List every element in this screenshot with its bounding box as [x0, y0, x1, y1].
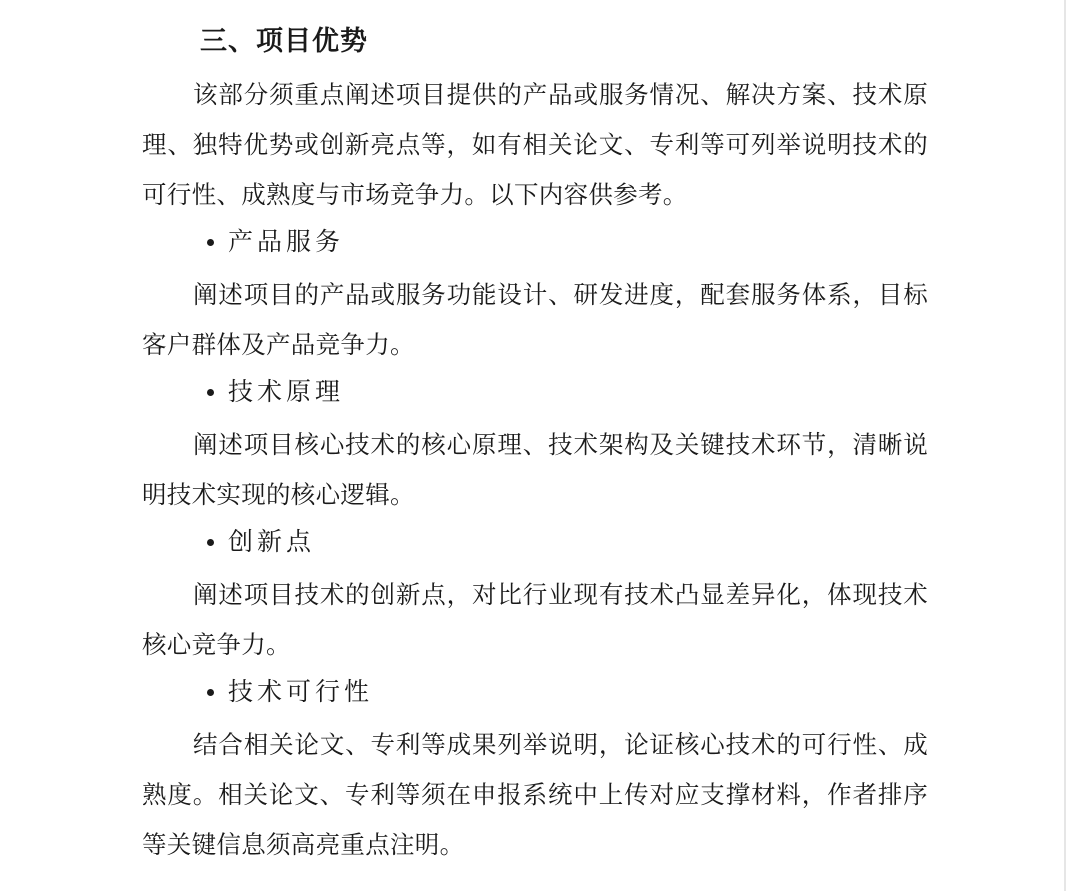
bullet-icon: [207, 389, 214, 396]
subsection-heading-product-service: [207, 220, 344, 264]
subsection-paragraph-product-service: 阐述项目的产品或服务功能设计、研发进度，配套服务体系，目标客户群体及产品竞争力。: [142, 280, 928, 359]
subsection-paragraph-feasibility: 结合相关论文、专利等成果列举说明，论证核心技术的可行性、成熟度。相关论文、专利等须在申报系统中上传对应支撑材料，作者排序等关键信息须高亮重点注明。: [142, 730, 928, 859]
subsection-heading-label: 技术可行性: [228, 677, 374, 706]
subsection-heading-label: 技术原理: [228, 377, 345, 406]
subsection-heading-label: 产品服务: [228, 227, 345, 256]
bullet-icon: [207, 239, 214, 246]
bullet-icon: [207, 689, 214, 696]
subsection-heading-feasibility: [207, 670, 373, 714]
subsection-heading-tech-principle: [207, 370, 344, 414]
subsection-paragraph-innovation: 阐述项目技术的创新点，对比行业现有技术凸显差异化，体现技术核心竞争力。: [142, 580, 928, 659]
intro-paragraph: 该部分须重点阐述项目提供的产品或服务情况、解决方案、技术原理、独特优势或创新亮点等，如有相关论文、专利等可列举说明技术的可行性、成熟度与市场竞争力。以下内容供参考。: [142, 80, 928, 209]
subsection-paragraph-tech-principle: 阐述项目核心技术的核心原理、技术架构及关键技术环节，清晰说明技术实现的核心逻辑。: [142, 430, 928, 509]
subsection-heading-label: 创新点: [228, 527, 316, 556]
subsection-heading-innovation: [207, 520, 315, 564]
section-title: 三、项目优势: [200, 26, 368, 57]
bullet-icon: [207, 539, 214, 546]
